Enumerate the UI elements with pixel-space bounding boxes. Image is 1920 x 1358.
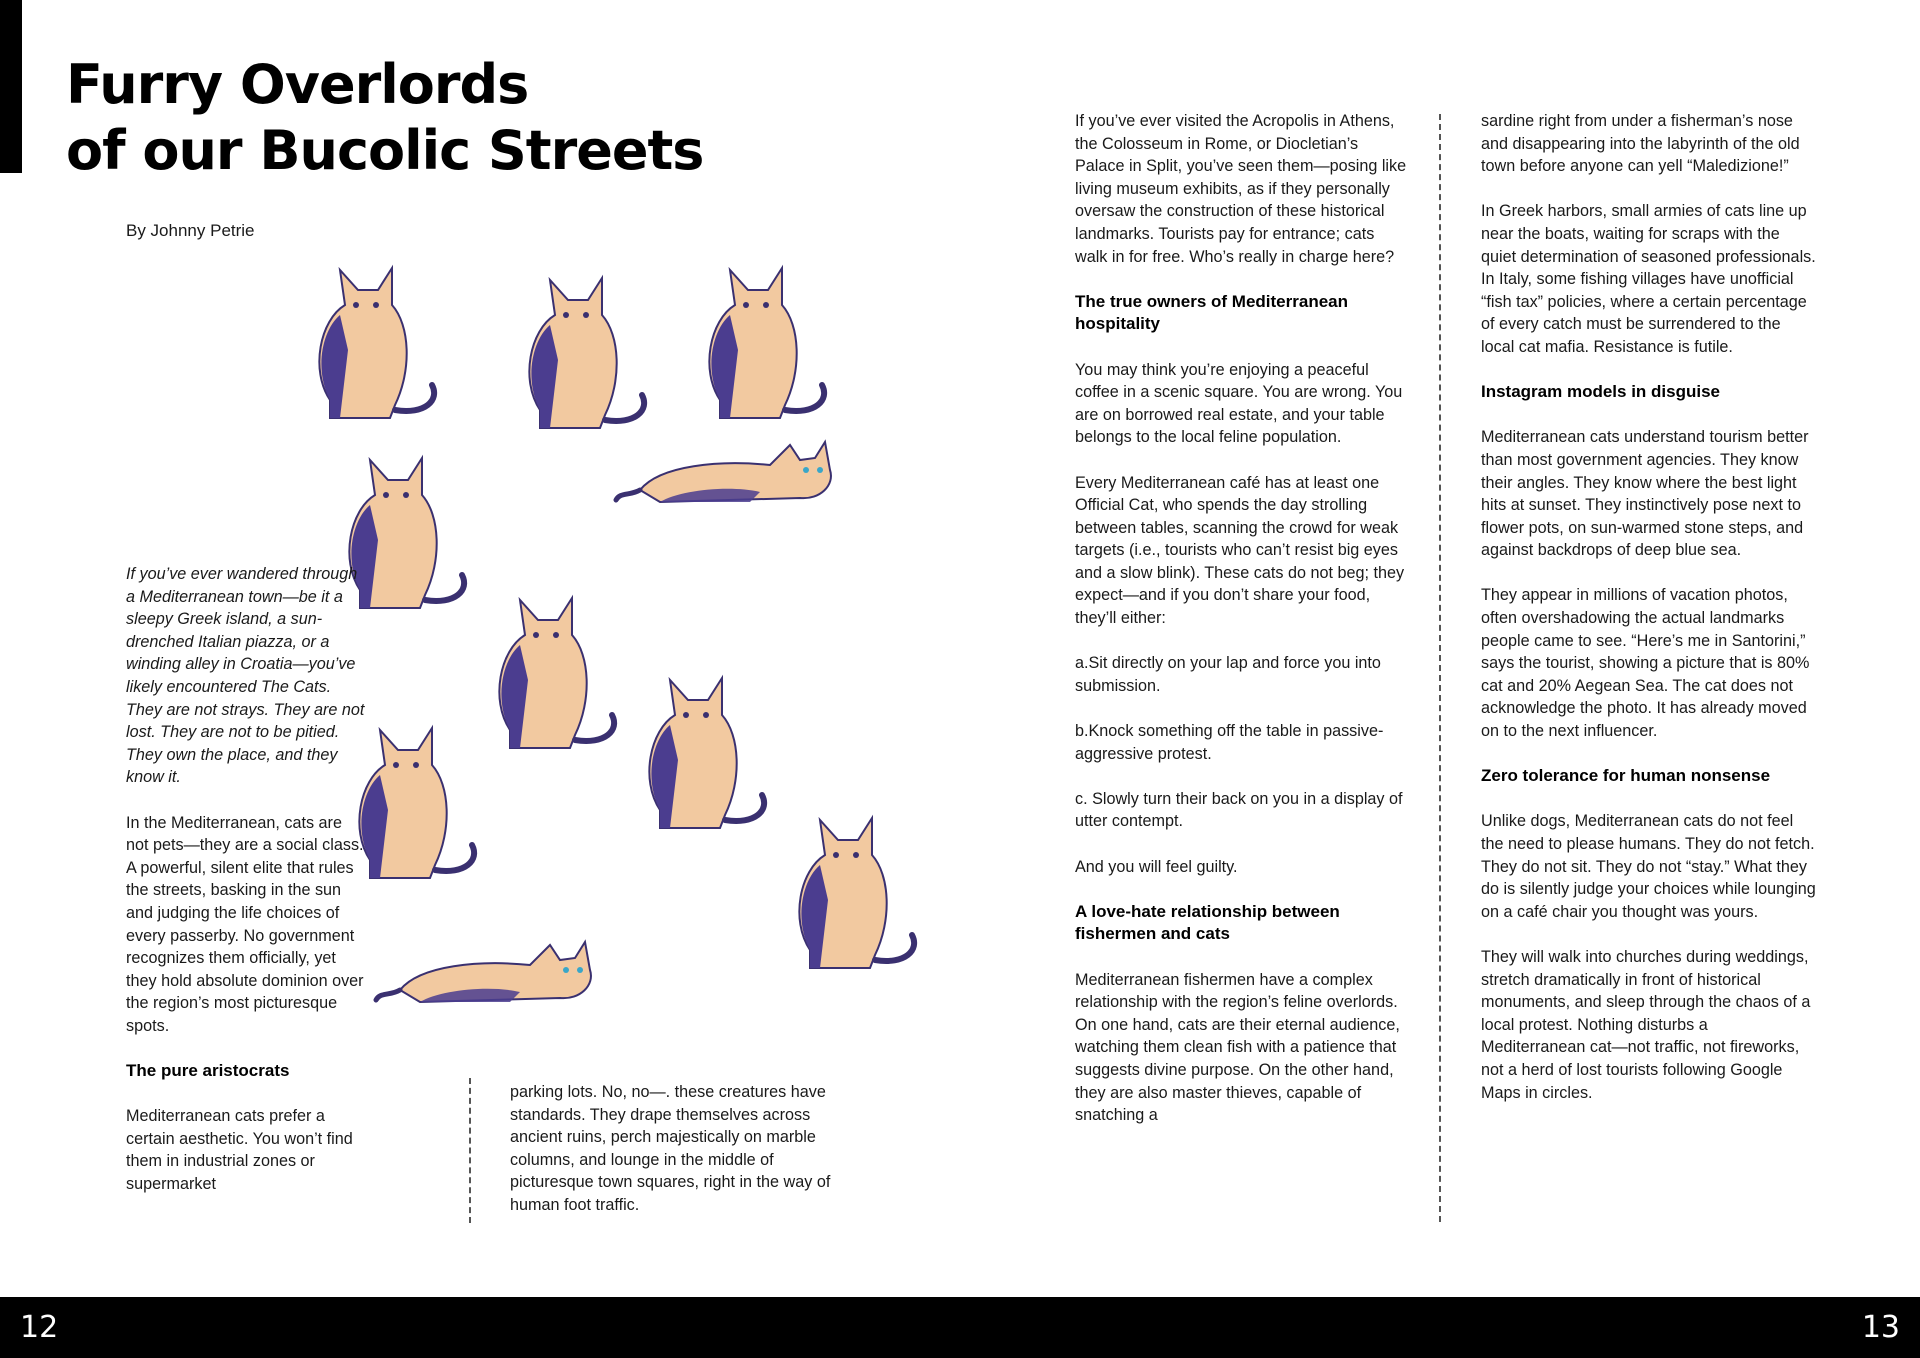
cat-figure (359, 728, 474, 878)
body-paragraph: parking lots. No, no—. these creatures have standards. They drape themselves across ancient ruins, perch majestically on marble columns, and lounge in the middle of picturesque town squares, right in the way of human foot traffic. (510, 1083, 831, 1214)
title-line-1: Furry Overlords (66, 53, 529, 116)
cat-figure (799, 818, 914, 968)
column-2 (510, 1081, 845, 1239)
body-paragraph: In the Mediterranean, cats are not pets—they are a social class. A powerful, silent elite that rules the streets, basking in the sun and judging the life choices of every passerby. No government recognizes them officially, yet they hold absolute dominion over the region’s most picturesque spots. (126, 813, 364, 1035)
column-1 (126, 563, 366, 1218)
intro-paragraph: If you’ve ever wandered through a Mediterranean town—be it a sleepy Greek island, a sun-drenched Italian piazza, or a winding alley in Croatia—you’ve likely encountered The Cats. They are not strays. They are not lost. They are not to be pitied. They own the place, and they know it. (126, 565, 365, 787)
section-heading: Instagram models in disguise (1481, 382, 1721, 402)
cat-figure (349, 458, 464, 608)
list-item: b.Knock something off the table in passive-aggressive protest. (1075, 722, 1384, 763)
section-heading: Zero tolerance for human nonsense (1481, 766, 1771, 786)
cat-figure (529, 278, 644, 428)
cat-figure (499, 598, 614, 748)
body-paragraph: If you’ve ever visited the Acropolis in Athens, the Colosseum in Rome, or Diocletian’s Palace in Split, you’ve seen them—posing like living museum exhibits, as if they personally oversaw the construction of these historical landmarks. Tourists pay for entrance; cats walk in for free. Who’s really in charge here? (1075, 112, 1407, 266)
cats-illustration (270, 240, 930, 1040)
byline: By Johnny Petrie (126, 221, 255, 240)
body-paragraph: You may think you’re enjoying a peaceful coffee in a scenic square. You are wrong. You are on borrowed real estate, and your table belongs to the local feline population. (1075, 360, 1403, 447)
body-paragraph: They appear in millions of vacation photos, often overshadowing the actual landmarks people came to see. “Here’s me in Santorini,” says the tourist, showing a picture that is 80% cat and 20% Aegean Sea. The cat does not acknowledge the photo. It has already moved on to the next influencer. (1481, 586, 1810, 741)
cat-figure (649, 678, 764, 828)
body-paragraph: Mediterranean cats understand tourism better than most government agencies. They know their angles. They know where the best light hits at sunset. They instinctively pose next to flower pots, on sun-warmed stone steps, and against backdrops of deep blue sea. (1481, 428, 1809, 560)
body-paragraph: Mediterranean fishermen have a complex relationship with the region’s feline overlords. On one hand, cats are their eternal audience, watching them clean fish with a patience that suggests divine purpose. On the other hand, they are also master thieves, capable of snatching a (1075, 970, 1400, 1125)
article-title (66, 52, 703, 184)
column-3 (1075, 110, 1410, 1149)
page-footer (0, 1297, 1920, 1358)
section-heading: The true owners of Mediterranean hospitality (1075, 291, 1348, 334)
column-separator (1439, 114, 1441, 1222)
title-line-2: of our Bucolic Streets (66, 119, 704, 182)
cat-figure (376, 942, 591, 1002)
column-4 (1481, 110, 1816, 1127)
body-paragraph: Unlike dogs, Mediterranean cats do not feel the need to please humans. They do not fetch. They do not sit. They do not “stay.” What they do is silently judge your choices while lounging on a café chair you thought was yours. (1481, 812, 1816, 921)
section-heading: A love-hate relationship between fishermen and cats (1075, 901, 1340, 944)
column-separator (469, 1078, 471, 1223)
cat-figure (319, 268, 434, 418)
body-paragraph: In Greek harbors, small armies of cats line up near the boats, waiting for scraps with the quiet determination of seasoned professionals. In Italy, some fishing villages have unofficial “fish tax” policies, where a certain percentage of every catch must be surrendered to the local cat mafia. Resistance is futile. (1481, 202, 1816, 356)
list-item: a.Sit directly on your lap and force you into submission. (1075, 654, 1381, 695)
body-paragraph: Every Mediterranean café has at least one Official Cat, who spends the day strolling between tables, scanning the crowd for weak targets (i.e., tourists who can’t resist big eyes and a slow blink). These cats do not beg; they expect—and if you don’t share your food, they’ll either: (1075, 473, 1405, 628)
body-paragraph: sardine right from under a fisherman’s nose and disappearing into the labyrinth of the old town before anyone can yell “Maledizione!” (1481, 112, 1800, 176)
cat-figure (709, 268, 824, 418)
page-number-right: 13 (1861, 1310, 1900, 1345)
page-number-left: 12 (20, 1310, 59, 1345)
list-item: c. Slowly turn their back on you in a display of utter contempt. (1075, 789, 1403, 831)
body-paragraph: And you will feel guilty. (1075, 857, 1238, 876)
title-accent-bar (0, 0, 22, 173)
cat-figure (616, 442, 831, 502)
body-paragraph: They will walk into churches during weddings, stretch dramatically in front of historical monuments, and sleep through the chaos of a local protest. Nothing disturbs a Mediterranean cat—not traffic, not fireworks, not a herd of lost tourists following Google Maps in circles. (1481, 947, 1811, 1102)
body-paragraph: Mediterranean cats prefer a certain aesthetic. You won’t find them in industrial zones or supermarket (126, 1107, 353, 1194)
section-heading: The pure aristocrats (126, 1061, 290, 1081)
